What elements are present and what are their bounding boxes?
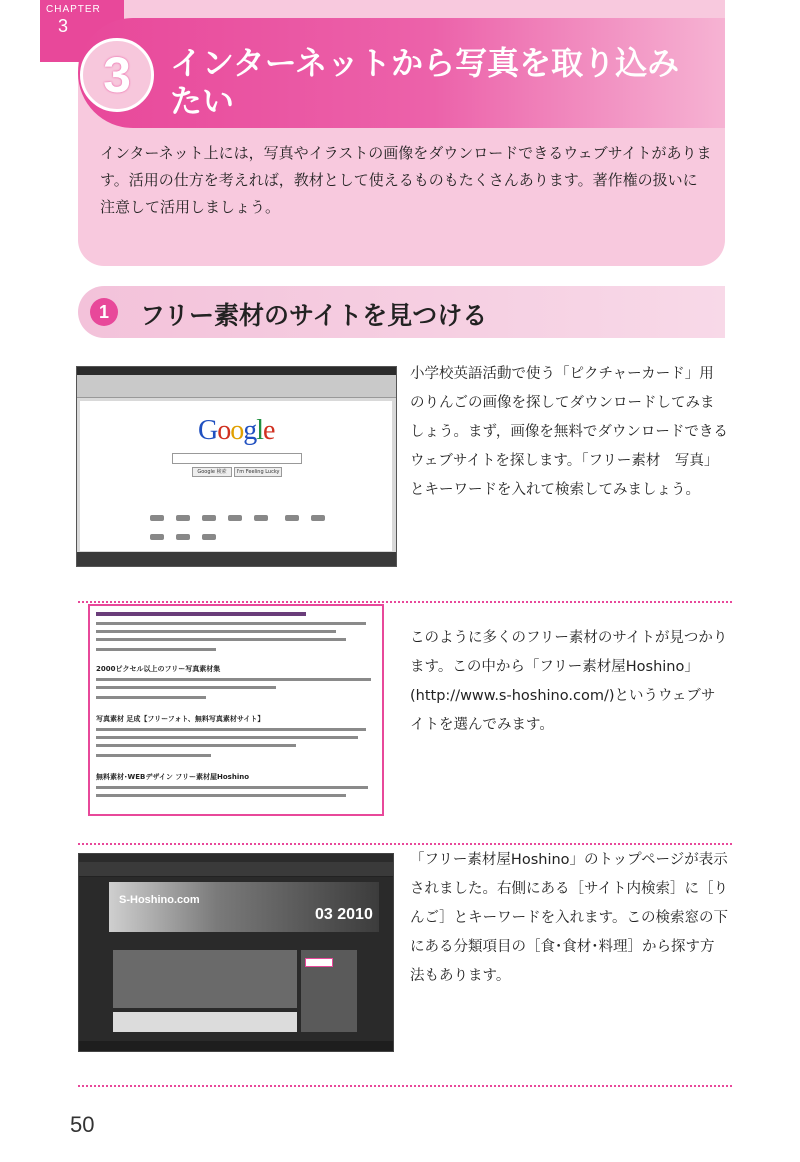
- browser-titlebar: [77, 367, 396, 375]
- service-icon: [228, 515, 242, 521]
- page-number: 50: [70, 1112, 95, 1137]
- divider-2: [78, 843, 732, 845]
- service-icon: [254, 515, 268, 521]
- google-services-icons: [150, 509, 340, 547]
- result-snippet: [96, 728, 366, 731]
- result-snippet: [96, 638, 346, 641]
- result-url: [96, 648, 216, 651]
- chapter-label: CHAPTER: [46, 4, 101, 15]
- site-intro-text: [113, 1012, 297, 1032]
- browser-toolbar: [77, 375, 396, 398]
- screenshot-google-search: [76, 366, 397, 567]
- browser-page: [80, 401, 392, 551]
- screenshot-hoshino-site: [78, 853, 394, 1052]
- service-icon: [176, 534, 190, 540]
- windows-taskbar: [79, 1041, 393, 1051]
- screenshot-search-results: [88, 604, 384, 816]
- divider-3: [78, 1085, 732, 1087]
- windows-taskbar: [77, 552, 396, 566]
- result-url: [96, 754, 211, 757]
- page-title: インターネットから写真を取り込みたい: [170, 44, 680, 120]
- service-icon: [176, 515, 190, 521]
- service-icon: [311, 515, 325, 521]
- result-snippet: [96, 786, 368, 789]
- chapter-number: 3: [58, 16, 69, 36]
- result-snippet: [96, 736, 358, 739]
- site-main-image: [113, 950, 297, 1008]
- step-3-text: 「フリー素材屋Hoshino」のトップページが表示されました。右側にある［サイト内検索］に［りんご］とキーワードを入れます。この検索窓の下にある分類項目の［食･食材･料理］から探す方法もあります。: [410, 852, 728, 984]
- intro-text: インターネット上には，写真やイラストの画像をダウンロードできるウェブサイトがあります。活用の仕方を考えれば，教材として使えるものもたくさんあります。著作権の扱いに注意して活用しましょう。: [100, 144, 712, 216]
- result-link: [96, 612, 306, 616]
- result-snippet: [96, 794, 346, 797]
- google-search-button: Google 検索: [192, 467, 232, 477]
- title-number-circle: [80, 38, 154, 112]
- google-logo: Google: [198, 415, 275, 446]
- title-number: 3: [103, 47, 131, 103]
- site-logo: S-Hoshino.com: [119, 894, 200, 906]
- site-date-badge: 03 2010: [315, 906, 373, 923]
- site-search-input-highlight: [305, 958, 333, 967]
- result-title: 2000ピクセル以上のフリー写真素材集: [96, 665, 221, 673]
- service-icon: [150, 515, 164, 521]
- service-icon: [202, 534, 216, 540]
- result-snippet: [96, 622, 366, 625]
- google-search-input: [172, 453, 302, 464]
- section-title: フリー素材のサイトを見つける: [140, 301, 488, 330]
- result-snippet: [96, 630, 336, 633]
- feeling-lucky-button: I'm Feeling Lucky: [234, 467, 282, 477]
- result-title: 写真素材 足成【フリーフォト、無料写真素材サイト】: [96, 715, 265, 723]
- result-url: [96, 696, 206, 699]
- result-snippet: [96, 686, 276, 689]
- section-number: 1: [90, 298, 118, 326]
- browser-toolbar: [79, 862, 393, 877]
- result-snippet: [96, 678, 371, 681]
- service-icon: [285, 515, 299, 521]
- result-snippet: [96, 744, 296, 747]
- step-1-text: 小学校英語活動で使う「ピクチャーカード」用のりんごの画像を探してダウンロードしてみましょう。まず，画像を無料でダウンロードできるウェブサイトを探します。「フリー素材 写真」とキーワードを入れて検索してみましょう。: [410, 366, 728, 498]
- result-title: 無料素材･WEBデザイン フリー素材屋Hoshino: [96, 773, 250, 781]
- service-icon: [150, 534, 164, 540]
- browser-titlebar: [79, 854, 393, 862]
- step-2-text: このように多くのフリー素材のサイトが見つかります。この中から「フリー素材屋Hoshino」(http://www.s-hoshino.com/)というウェブサイトを選んでみます。: [410, 630, 728, 733]
- service-icon: [202, 515, 216, 521]
- divider-1: [78, 601, 732, 603]
